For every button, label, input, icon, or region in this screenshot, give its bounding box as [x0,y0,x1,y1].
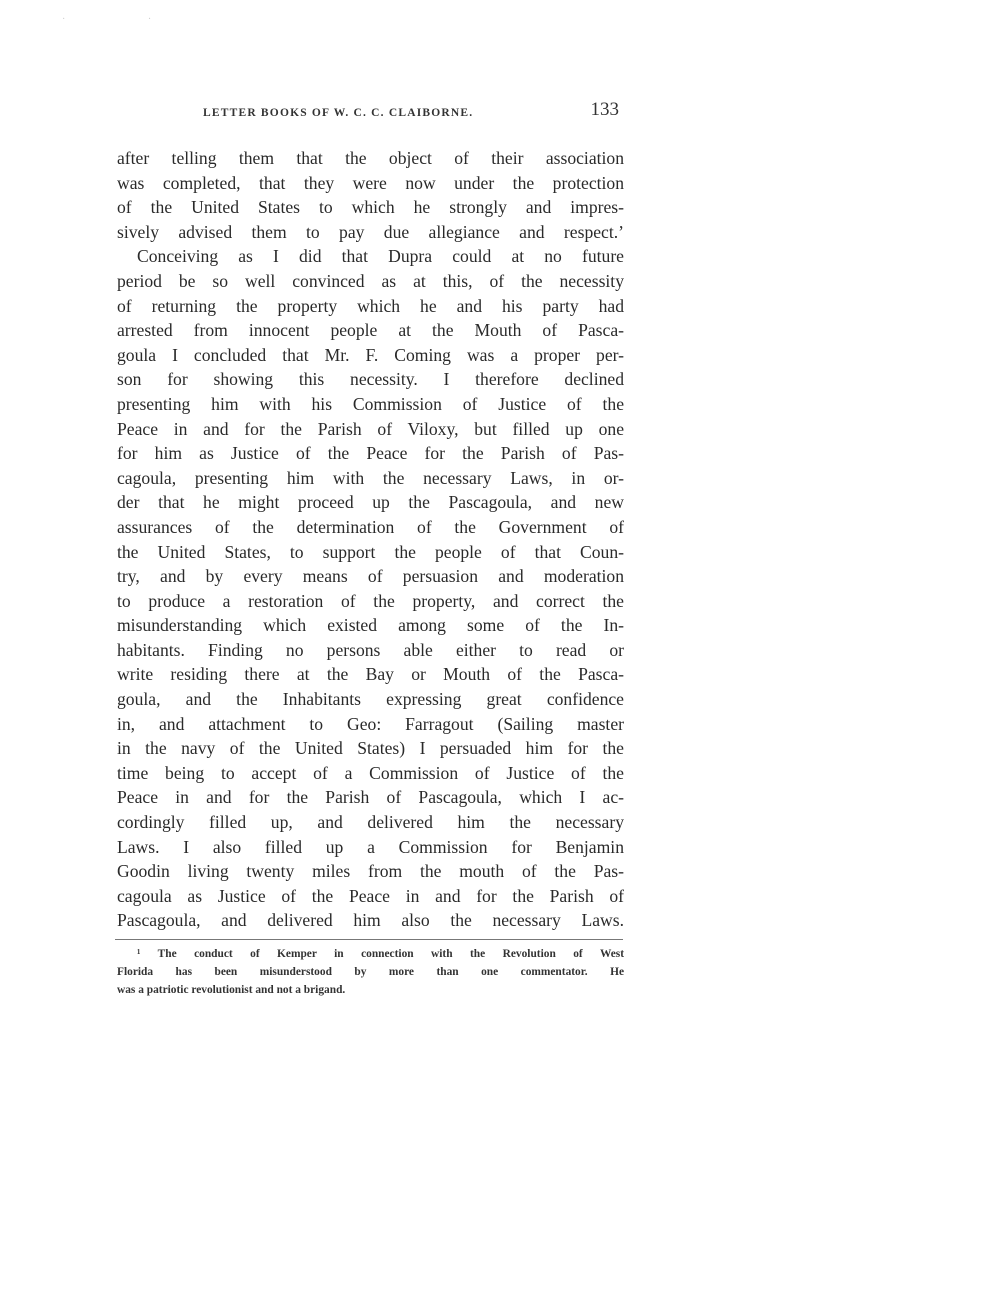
text-line: Laws. I also filled up a Commission for Benjamin [117,836,624,857]
page-header [203,99,621,129]
footnote-line: ¹ The conduct of Kemper in connection with the Revolution of West [137,948,624,960]
text-line: son for showing this necessity. I therefore declined [117,369,624,390]
text-line: cagoula, presenting him with the necessary Laws, in or- [117,467,624,488]
text-line: write residing there at the Bay or Mouth of the Pasca- [117,664,624,685]
text-line: cagoula as Justice of the Peace in and for the Parish of [117,885,624,906]
body-text [117,146,624,933]
text-line: in, and attachment to Geo: Farragout (Sailing master [117,713,624,734]
scan-artifact-marks: · · [62,14,192,25]
text-line: misunderstanding which existed among some of the In- [117,615,624,636]
text-line: Pascagoula, and delivered him also the necessary Laws. [117,910,624,931]
footnote-divider [115,939,623,940]
text-line: the United States, to support the people of that Coun- [117,541,624,562]
text-line: Peace in and for the Parish of Pascagoula, which I ac- [117,787,624,808]
text-line: sively advised them to pay due allegiance and respect.’ [117,221,624,242]
text-line: goula, and the Inhabitants expressing great confidence [117,689,624,710]
text-line: habitants. Finding no persons able either to read or [117,639,624,660]
text-line: was completed, that they were now under the protection [117,172,624,193]
text-line: period be so well convinced as at this, of the necessity [117,270,624,291]
running-head: LETTER BOOKS OF W. C. C. CLAIBORNE. [203,107,474,119]
text-line: of the United States to which he strongly and impres- [117,197,624,218]
text-line: to produce a restoration of the property, and correct the [117,590,624,611]
text-line: try, and by every means of persuasion and moderation [117,566,624,587]
text-line: goula I concluded that Mr. F. Coming was a proper per- [117,344,624,365]
text-line: time being to accept of a Commission of Justice of the [117,762,624,783]
text-line: cordingly filled up, and delivered him the necessary [117,812,624,833]
footnote-line: was a patriotic revolutionist and not a brigand. [117,983,346,996]
text-line: Conceiving as I did that Dupra could at no future [137,246,624,267]
footnote [117,946,624,999]
text-line: in the navy of the United States) I persuaded him for the [117,738,624,759]
text-line: after telling them that the object of their association [117,148,624,168]
text-line: for him as Justice of the Peace for the Parish of Pas- [117,443,624,464]
page-number: 133 [590,99,619,120]
text-line: der that he might proceed up the Pascagoula, and new [117,492,624,513]
text-line: Goodin living twenty miles from the mouth of the Pas- [117,861,624,882]
text-line: Peace in and for the Parish of Viloxy, but filled up one [117,418,624,439]
text-line: of returning the property which he and his party had [117,295,624,316]
text-line: arrested from innocent people at the Mouth of Pasca- [117,320,624,341]
text-line: presenting him with his Commission of Justice of the [117,393,624,414]
text-line: assurances of the determination of the Government of [117,516,624,537]
footnote-line: Florida has been misunderstood by more than one commentator. He [117,965,624,978]
